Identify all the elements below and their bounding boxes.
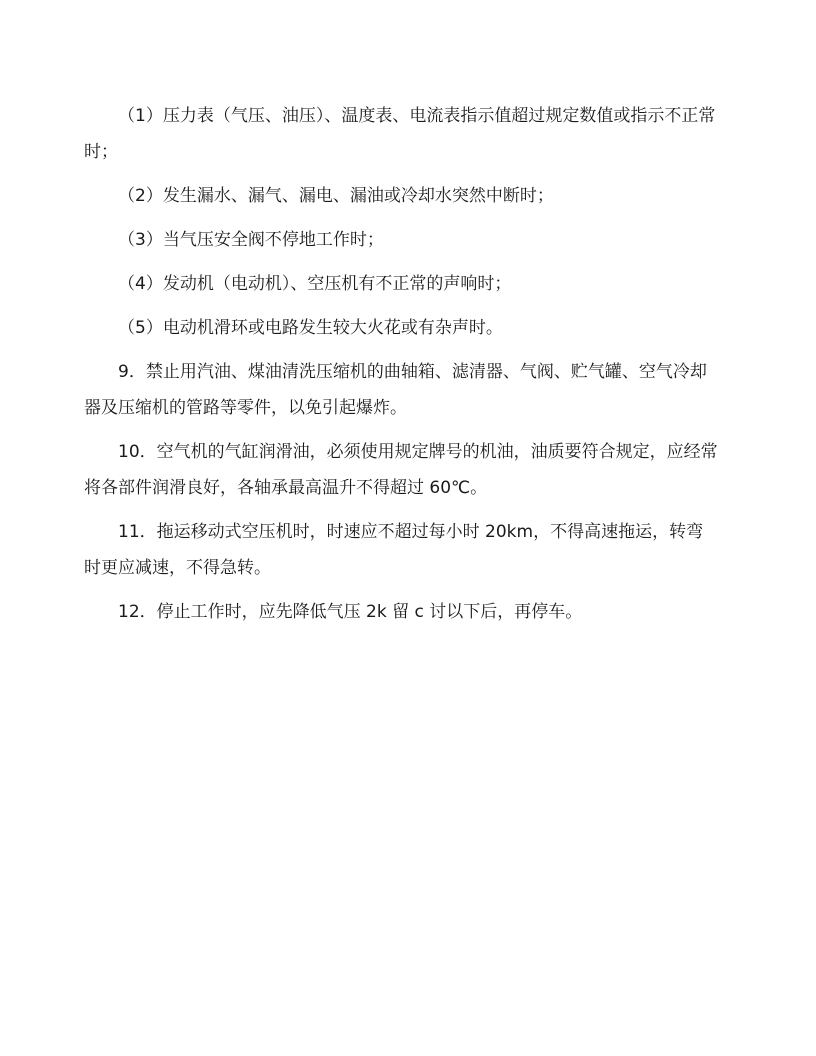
paragraph-item-3: （3）当气压安全阀不停地工作时； bbox=[118, 230, 384, 250]
paragraph-rule-12: 12．停止工作时，应先降低气压 2k 留 c 讨以下后，再停车。 bbox=[118, 602, 583, 622]
paragraph-item-5: （5）电动机滑环或电路发生较大火花或有杂声时。 bbox=[118, 318, 503, 338]
paragraph-rule-11: 11．拖运移动式空压机时，时速应不超过每小时 20km，不得高速拖运，转弯时更应减速，不得急转。 bbox=[84, 522, 704, 578]
paragraph-item-2: （2）发生漏水、漏气、漏电、漏油或冷却水突然中断时； bbox=[118, 186, 554, 206]
paragraph-item-4: （4）发动机（电动机）、空压机有不正常的声响时； bbox=[118, 274, 512, 294]
document-body bbox=[84, 98, 720, 638]
paragraph-item-1: （1）压力表（气压、油压）、温度表、电流表指示值超过规定数值或指示不正常时； bbox=[84, 106, 716, 162]
paragraph-rule-9: 9．禁止用汽油、煤油清洗压缩机的曲轴箱、滤清器、气阀、贮气罐、空气冷却器及压缩机的管路等零件，以免引起爆炸。 bbox=[84, 362, 707, 418]
paragraph-rule-10: 10．空气机的气缸润滑油，必须使用规定牌号的机油，油质要符合规定，应经常将各部件润滑良好，各轴承最高温升不得超过 60℃。 bbox=[84, 442, 718, 498]
